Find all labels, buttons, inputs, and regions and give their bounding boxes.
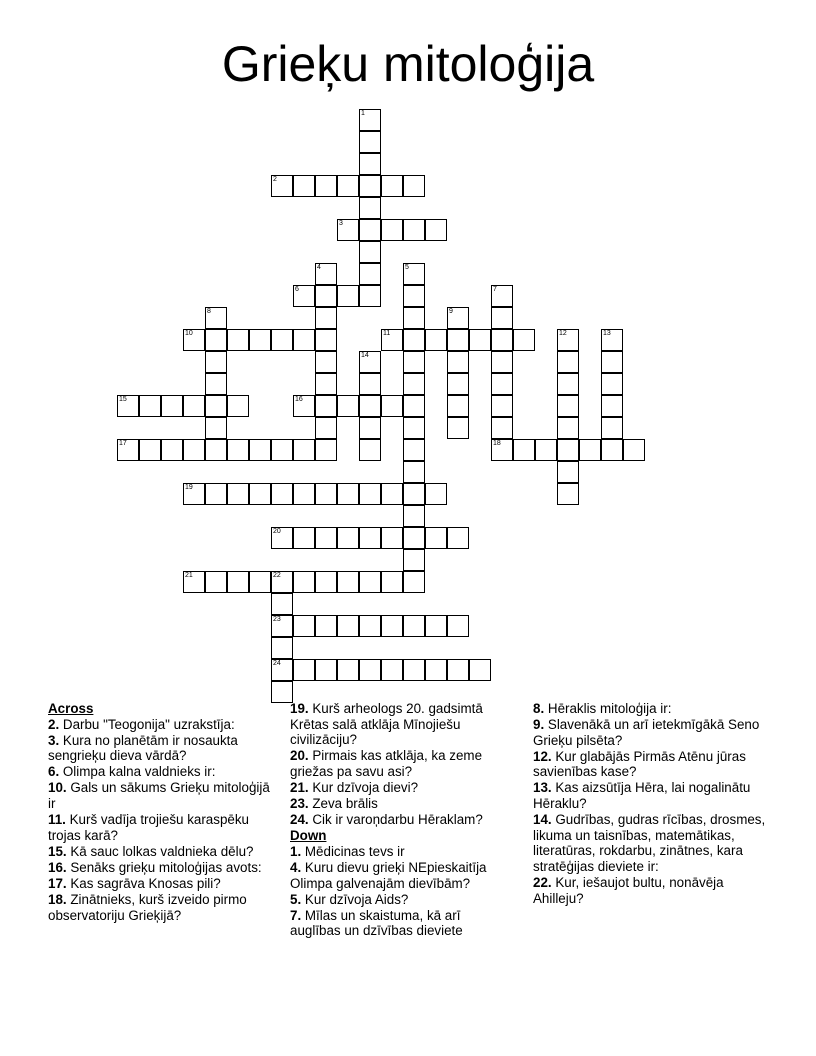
grid-cell[interactable]: [315, 351, 337, 373]
grid-cell[interactable]: [403, 285, 425, 307]
clue-number: 17.: [48, 876, 67, 892]
grid-cell[interactable]: [557, 483, 579, 505]
grid-cell[interactable]: [403, 615, 425, 637]
grid-cell[interactable]: [579, 439, 601, 461]
grid-cell[interactable]: [403, 219, 425, 241]
grid-cell[interactable]: [403, 527, 425, 549]
grid-cell[interactable]: [601, 329, 623, 351]
grid-cell[interactable]: [359, 615, 381, 637]
clue-number: 22.: [533, 875, 552, 891]
clue-text: Slavenākā un arī ietekmīgākā Seno Grieķu pilsēta?: [533, 717, 760, 748]
clue-number: 2.: [48, 716, 60, 732]
grid-cell[interactable]: [491, 417, 513, 439]
grid-cell[interactable]: [359, 197, 381, 219]
clue-down: [533, 749, 773, 780]
clue-down: [533, 812, 773, 874]
clue-number: 20.: [290, 748, 309, 764]
clue-across: [48, 892, 270, 923]
clue-text: Kā sauc lolkas valdnieka dēlu?: [66, 843, 254, 859]
grid-cell[interactable]: [403, 175, 425, 197]
grid-cell[interactable]: [227, 395, 249, 417]
grid-cell[interactable]: [403, 505, 425, 527]
clue-text: Zinātnieks, kurš izveido pirmo observatoriju Grieķijā?: [48, 892, 247, 923]
down-header: Down: [290, 828, 327, 844]
grid-cell[interactable]: [205, 483, 227, 505]
grid-cell[interactable]: [381, 219, 403, 241]
grid-cell[interactable]: [271, 659, 293, 681]
grid-cell[interactable]: [315, 263, 337, 285]
grid-cell[interactable]: [403, 659, 425, 681]
grid-cell[interactable]: [557, 373, 579, 395]
clue-down: [290, 860, 512, 891]
clue-across: [48, 717, 270, 733]
grid-cell[interactable]: [535, 439, 557, 461]
grid-cell[interactable]: [359, 659, 381, 681]
clue-number: 19.: [290, 701, 309, 716]
cell-number: 15: [119, 396, 127, 403]
grid-cell[interactable]: [249, 439, 271, 461]
clue-text: Cik ir varoņdarbu Hēraklam?: [308, 812, 483, 828]
clue-text: Senāks grieķu mitoloģijas avots:: [66, 859, 262, 875]
grid-cell[interactable]: [359, 373, 381, 395]
clue-text: Mēdicinas tevs ir: [301, 843, 405, 859]
grid-cell[interactable]: [315, 439, 337, 461]
grid-cell[interactable]: [557, 461, 579, 483]
cell-number: 9: [449, 308, 453, 315]
grid-cell[interactable]: [271, 439, 293, 461]
grid-cell[interactable]: [447, 615, 469, 637]
grid-cell[interactable]: [557, 439, 579, 461]
clue-text: Kurš vadīja trojiešu karaspēku trojas karā?: [48, 812, 249, 843]
cell-number: 8: [207, 308, 211, 315]
grid-cell[interactable]: [403, 263, 425, 285]
grid-cell[interactable]: [183, 395, 205, 417]
grid-cell[interactable]: [117, 439, 139, 461]
grid-cell[interactable]: [293, 175, 315, 197]
grid-cell[interactable]: [359, 131, 381, 153]
grid-cell[interactable]: [601, 395, 623, 417]
grid-cell[interactable]: [601, 351, 623, 373]
grid-cell[interactable]: [183, 483, 205, 505]
grid-cell[interactable]: [359, 263, 381, 285]
grid-cell[interactable]: [359, 395, 381, 417]
grid-cell[interactable]: [205, 395, 227, 417]
grid-cell[interactable]: [447, 373, 469, 395]
grid-cell[interactable]: [447, 307, 469, 329]
clue-text: Kur glabājās Pirmās Atēnu jūras savienības kase?: [533, 748, 746, 780]
grid-cell[interactable]: [337, 219, 359, 241]
clue-text: Kur dzīvoja Aids?: [301, 891, 409, 907]
grid-cell[interactable]: [359, 175, 381, 197]
clue-down: [533, 875, 773, 906]
cell-number: 19: [185, 484, 193, 491]
grid-cell[interactable]: [381, 571, 403, 593]
clue-text: Hēraklis mitoloģija ir:: [544, 701, 672, 716]
clue-across: [48, 780, 270, 811]
grid-cell[interactable]: [271, 483, 293, 505]
grid-cell[interactable]: [205, 351, 227, 373]
clue-down: [533, 717, 773, 748]
grid-cell[interactable]: [315, 395, 337, 417]
grid-cell[interactable]: [293, 329, 315, 351]
clue-text: Kas aizsūtīja Hēra, lai nogalinātu Hēraklu?: [533, 780, 751, 812]
clue-number: 12.: [533, 748, 552, 764]
clue-text: Olimpa kalna valdnieks ir:: [59, 764, 216, 780]
grid-cell[interactable]: [271, 175, 293, 197]
clue-across: [48, 844, 270, 860]
grid-cell[interactable]: [337, 483, 359, 505]
grid-cell[interactable]: [183, 571, 205, 593]
grid-cell[interactable]: [271, 593, 293, 615]
grid-cell[interactable]: [425, 527, 447, 549]
clue-across: [48, 860, 270, 876]
grid-cell[interactable]: [403, 329, 425, 351]
grid-cell[interactable]: [293, 285, 315, 307]
grid-cell[interactable]: [293, 527, 315, 549]
grid-cell[interactable]: [381, 395, 403, 417]
grid-cell[interactable]: [227, 483, 249, 505]
grid-cell[interactable]: [425, 329, 447, 351]
grid-cell[interactable]: [403, 439, 425, 461]
grid-cell[interactable]: [491, 307, 513, 329]
puzzle-title: Grieķu mitoloģija: [221, 36, 595, 92]
grid-cell[interactable]: [271, 615, 293, 637]
grid-cell[interactable]: [403, 483, 425, 505]
grid-cell[interactable]: [293, 571, 315, 593]
grid-cell[interactable]: [359, 417, 381, 439]
grid-cell[interactable]: [337, 659, 359, 681]
cell-number: 22: [273, 572, 281, 579]
grid-cell[interactable]: [403, 461, 425, 483]
grid-cell[interactable]: [601, 417, 623, 439]
grid-cell[interactable]: [359, 527, 381, 549]
cell-number: 13: [603, 330, 611, 337]
grid-cell[interactable]: [425, 483, 447, 505]
grid-cell[interactable]: [359, 219, 381, 241]
grid-cell[interactable]: [205, 373, 227, 395]
grid-cell[interactable]: [293, 483, 315, 505]
grid-cell[interactable]: [469, 659, 491, 681]
clue-across: [290, 780, 512, 796]
grid-cell[interactable]: [403, 549, 425, 571]
grid-cell[interactable]: [359, 483, 381, 505]
cell-number: 16: [295, 396, 303, 403]
grid-cell[interactable]: [447, 527, 469, 549]
clue-column-3: [533, 701, 773, 907]
grid-cell[interactable]: [183, 439, 205, 461]
cell-number: 11: [383, 330, 391, 337]
grid-cell[interactable]: [359, 351, 381, 373]
grid-cell[interactable]: [249, 571, 271, 593]
clue-text: Zeva brālis: [308, 796, 378, 812]
grid-cell[interactable]: [425, 615, 447, 637]
clue-text: Darbu "Teogonija" uzrakstīja:: [59, 716, 235, 732]
grid-cell[interactable]: [623, 439, 645, 461]
grid-cell[interactable]: [271, 637, 293, 659]
clue-text: Kur, iešaujot bultu, nonāvēja Ahilleju?: [533, 875, 724, 906]
cell-number: 1: [361, 110, 365, 117]
clue-text: Pirmais kas atklāja, ka zeme griežas pa savu asi?: [290, 748, 483, 779]
grid-cell[interactable]: [227, 329, 249, 351]
grid-cell[interactable]: [337, 175, 359, 197]
clue-down: [290, 844, 512, 860]
grid-cell[interactable]: [315, 527, 337, 549]
cell-number: 12: [559, 330, 567, 337]
clue-text: Mīlas un skaistuma, kā arī auglības un dzīvības dieviete: [290, 907, 463, 939]
grid-cell[interactable]: [425, 659, 447, 681]
grid-cell[interactable]: [227, 439, 249, 461]
grid-cell[interactable]: [403, 417, 425, 439]
grid-cell[interactable]: [315, 659, 337, 681]
clue-text: Kurš arheologs 20. gadsimtā Krētas salā atklāja Mīnojiešu civilizāciju?: [290, 701, 483, 748]
grid-cell[interactable]: [205, 417, 227, 439]
grid-cell[interactable]: [381, 659, 403, 681]
grid-cell[interactable]: [513, 439, 535, 461]
grid-cell[interactable]: [315, 483, 337, 505]
cell-number: 7: [493, 286, 497, 293]
clue-number: 21.: [290, 779, 309, 795]
grid-cell[interactable]: [293, 659, 315, 681]
clue-number: 24.: [290, 812, 309, 828]
grid-cell[interactable]: [271, 527, 293, 549]
grid-cell[interactable]: [447, 395, 469, 417]
cell-number: 10: [185, 330, 193, 337]
grid-cell[interactable]: [315, 307, 337, 329]
grid-cell[interactable]: [161, 395, 183, 417]
clue-text: Kura no planētām ir nosaukta sengrieķu dieva vārdā?: [48, 732, 238, 764]
grid-cell[interactable]: [359, 241, 381, 263]
grid-cell[interactable]: [447, 417, 469, 439]
grid-cell[interactable]: [359, 153, 381, 175]
clue-text: Kur dzīvoja dievi?: [308, 779, 419, 795]
across-header: Across: [48, 701, 94, 716]
clue-across: [48, 876, 270, 892]
grid-cell[interactable]: [359, 571, 381, 593]
grid-cell[interactable]: [183, 329, 205, 351]
grid-cell[interactable]: [403, 571, 425, 593]
grid-cell[interactable]: [381, 175, 403, 197]
grid-cell[interactable]: [205, 571, 227, 593]
grid-cell[interactable]: [491, 329, 513, 351]
grid-cell[interactable]: [271, 571, 293, 593]
clue-number: 16.: [48, 859, 67, 875]
grid-cell[interactable]: [293, 615, 315, 637]
clue-text: Gals un sākums Grieķu mitoloģijā ir: [48, 780, 270, 812]
grid-cell[interactable]: [315, 571, 337, 593]
grid-cell[interactable]: [271, 329, 293, 351]
clue-number: 8.: [533, 701, 545, 716]
clue-text: Kuru dievu grieķi NEpieskaitīja Olimpa galvenajām dievībām?: [290, 859, 487, 891]
grid-cell[interactable]: [381, 483, 403, 505]
grid-cell[interactable]: [337, 527, 359, 549]
grid-cell[interactable]: [359, 109, 381, 131]
grid-cell[interactable]: [491, 439, 513, 461]
clue-text: Kas sagrāva Knosas pili?: [66, 876, 221, 892]
clue-down: [533, 780, 773, 811]
clue-across: [290, 796, 512, 812]
grid-cell[interactable]: [513, 329, 535, 351]
clue-number: 1.: [290, 843, 302, 859]
cell-number: 18: [493, 440, 501, 447]
clue-across: [48, 733, 270, 764]
clue-number: 6.: [48, 764, 60, 780]
cell-number: 6: [295, 286, 299, 293]
grid-cell[interactable]: [249, 483, 271, 505]
clue-number: 18.: [48, 892, 67, 908]
grid-cell[interactable]: [447, 351, 469, 373]
clue-column-1: [48, 701, 270, 924]
cell-number: 20: [273, 528, 281, 535]
cell-number: 21: [185, 572, 193, 579]
clue-number: 4.: [290, 859, 302, 875]
grid-cell[interactable]: [337, 395, 359, 417]
clue-across: [290, 812, 512, 828]
grid-cell[interactable]: [403, 395, 425, 417]
grid-cell[interactable]: [359, 439, 381, 461]
grid-cell[interactable]: [139, 395, 161, 417]
grid-cell[interactable]: [403, 373, 425, 395]
grid-cell[interactable]: [381, 527, 403, 549]
grid-cell[interactable]: [161, 439, 183, 461]
grid-cell[interactable]: [557, 417, 579, 439]
clue-number: 5.: [290, 891, 302, 907]
cell-number: 3: [339, 220, 343, 227]
clue-column-2: [290, 701, 512, 939]
grid-cell[interactable]: [403, 351, 425, 373]
grid-cell[interactable]: [491, 373, 513, 395]
clue-number: 15.: [48, 843, 67, 859]
clue-across: [290, 701, 512, 748]
grid-cell[interactable]: [337, 285, 359, 307]
grid-cell[interactable]: [337, 571, 359, 593]
cell-number: 23: [273, 616, 281, 623]
cell-number: 2: [273, 176, 277, 183]
clue-number: 14.: [533, 812, 552, 828]
grid-cell[interactable]: [601, 439, 623, 461]
grid-cell[interactable]: [315, 417, 337, 439]
grid-cell[interactable]: [315, 329, 337, 351]
cell-number: 17: [119, 440, 127, 447]
clue-number: 3.: [48, 732, 60, 748]
grid-cell[interactable]: [447, 659, 469, 681]
grid-cell[interactable]: [315, 373, 337, 395]
grid-cell[interactable]: [601, 373, 623, 395]
grid-cell[interactable]: [205, 329, 227, 351]
grid-cell[interactable]: [205, 439, 227, 461]
clue-number: 10.: [48, 780, 67, 796]
grid-cell[interactable]: [403, 307, 425, 329]
clue-down: [290, 892, 512, 908]
grid-cell[interactable]: [249, 329, 271, 351]
clue-number: 9.: [533, 717, 545, 733]
clue-down: [290, 908, 512, 939]
cell-number: 4: [317, 264, 321, 271]
grid-cell[interactable]: [425, 219, 447, 241]
grid-cell[interactable]: [381, 615, 403, 637]
grid-cell[interactable]: [205, 307, 227, 329]
grid-cell[interactable]: [271, 681, 293, 703]
grid-cell[interactable]: [337, 615, 359, 637]
clue-down: [533, 701, 773, 717]
grid-cell[interactable]: [117, 395, 139, 417]
cell-number: 5: [405, 264, 409, 271]
grid-cell[interactable]: [469, 329, 491, 351]
grid-cell[interactable]: [315, 285, 337, 307]
cell-number: 24: [273, 660, 281, 667]
grid-cell[interactable]: [359, 285, 381, 307]
clue-number: 7.: [290, 907, 302, 923]
clue-across: [290, 748, 512, 779]
clue-number: 11.: [48, 812, 66, 828]
grid-cell[interactable]: [293, 395, 315, 417]
grid-cell[interactable]: [557, 395, 579, 417]
clue-across: [48, 812, 270, 843]
grid-cell[interactable]: [491, 351, 513, 373]
grid-cell[interactable]: [491, 285, 513, 307]
grid-cell[interactable]: [315, 175, 337, 197]
clue-number: 13.: [533, 780, 552, 796]
grid-cell[interactable]: [491, 395, 513, 417]
grid-cell[interactable]: [381, 329, 403, 351]
clue-text: Gudrības, gudras rīcības, drosmes, likuma un taisnības, matemātikas, literatūras, rokdarbu, zinātnes, kara stratēģijas dieviete ir:: [533, 812, 766, 874]
grid-cell[interactable]: [557, 351, 579, 373]
grid-cell[interactable]: [227, 571, 249, 593]
cell-number: 14: [361, 352, 369, 359]
grid-cell[interactable]: [315, 615, 337, 637]
grid-cell[interactable]: [293, 439, 315, 461]
grid-cell[interactable]: [139, 439, 161, 461]
clue-number: 23.: [290, 796, 309, 812]
grid-cell[interactable]: [557, 329, 579, 351]
grid-cell[interactable]: [447, 329, 469, 351]
clue-across: [48, 764, 270, 780]
